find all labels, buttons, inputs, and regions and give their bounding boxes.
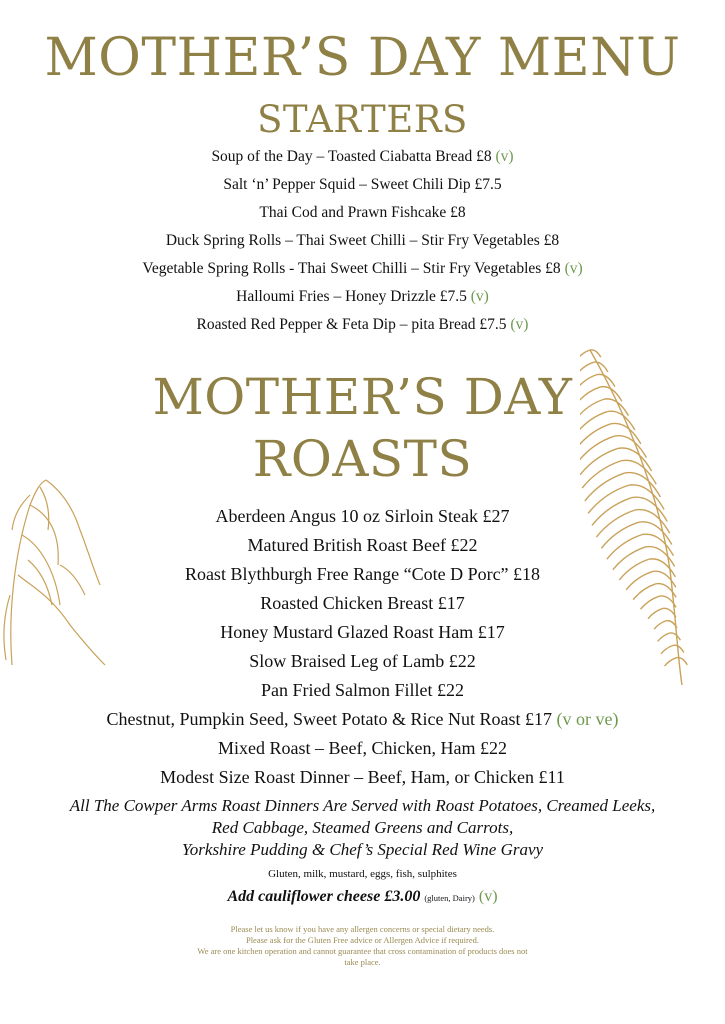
starters-heading: STARTERS (257, 98, 468, 141)
addon-item: Add cauliflower cheese £3.00 (gluten, Dairy) (v) (227, 888, 498, 905)
roast-item: Mixed Roast – Beef, Chicken, Ham £22 (218, 738, 507, 758)
allergen-notice: Please let us know if you have any allergen concerns or special dietary needs. (230, 924, 495, 934)
allergen-notice: We are one kitchen operation and cannot guarantee that cross contamination of products does not (197, 946, 528, 956)
allergen-notice: take place. (344, 957, 381, 967)
menu-title: MOTHER’S DAY MENU (44, 28, 681, 88)
roast-item: Slow Braised Leg of Lamb £22 (249, 651, 476, 671)
allergen-notice: Please ask for the Gluten Free advice or Allergen Advice if required. (245, 935, 480, 945)
starter-item: Salt ‘n’ Pepper Squid – Sweet Chili Dip £7.5 (223, 176, 502, 193)
served-with-line: All The Cowper Arms Roast Dinners Are Served with Roast Potatoes, Creamed Leeks, (69, 796, 656, 815)
roast-item: Chestnut, Pumpkin Seed, Sweet Potato & Rice Nut Roast £17 (v or ve) (106, 709, 619, 729)
roast-item: Aberdeen Angus 10 oz Sirloin Steak £27 (215, 506, 510, 526)
roast-item: Modest Size Roast Dinner – Beef, Ham, or Chicken £11 (160, 767, 565, 787)
starter-item: Duck Spring Rolls – Thai Sweet Chilli – Stir Fry Vegetables £8 (165, 232, 560, 249)
roast-item: Matured British Roast Beef £22 (247, 535, 478, 555)
roast-item: Pan Fried Salmon Fillet £22 (260, 680, 464, 700)
roast-item: Roast Blythburgh Free Range “Cote D Porc” £18 (184, 564, 541, 584)
starter-item: Vegetable Spring Rolls - Thai Sweet Chilli – Stir Fry Vegetables £8 (v) (142, 260, 583, 277)
roasts-heading-line2: ROASTS (252, 430, 473, 488)
starter-item: Roasted Red Pepper & Feta Dip – pita Bread £7.5 (v) (196, 316, 529, 333)
roasts-heading-line1: MOTHER’S DAY (152, 368, 573, 426)
roast-item: Honey Mustard Glazed Roast Ham £17 (220, 622, 505, 642)
starter-item: Thai Cod and Prawn Fishcake £8 (259, 204, 466, 221)
starter-item: Soup of the Day – Toasted Ciabatta Bread £8 (v) (211, 148, 514, 165)
allergen-list: Gluten, milk, mustard, eggs, fish, sulphites (268, 868, 457, 880)
served-with-line: Yorkshire Pudding & Chef’s Special Red Wine Gravy (181, 840, 544, 859)
roast-item: Roasted Chicken Breast £17 (260, 593, 465, 613)
starter-item: Halloumi Fries – Honey Drizzle £7.5 (v) (236, 288, 489, 305)
served-with-line: Red Cabbage, Steamed Greens and Carrots, (211, 818, 514, 837)
